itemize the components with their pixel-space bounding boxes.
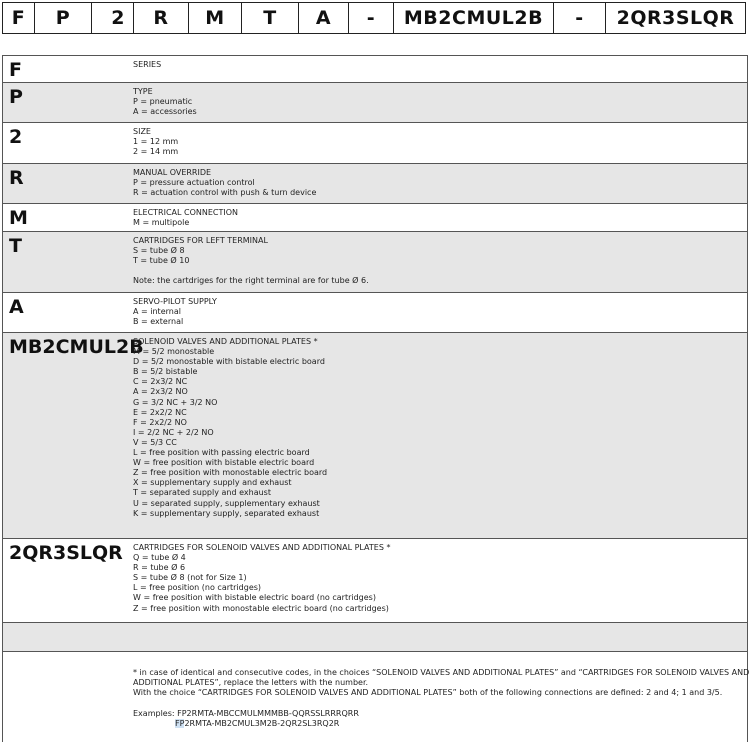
code-cell-left-terminal: T: [242, 3, 299, 33]
spec-note: Note: the cartdriges for the right terminal are for tube Ø 6.: [133, 276, 369, 286]
examples: [133, 709, 749, 729]
spec-line: V = 5/3 CC: [133, 437, 177, 447]
code-cell-series: F: [3, 3, 35, 33]
spec-description: [131, 56, 747, 82]
code-cell-cartridges: 2QR3SLQR: [616, 7, 735, 29]
spec-line: W = free position with bistable electric board (no cartridges): [133, 593, 376, 603]
footnote-line: ADDITIONAL PLATES”, replace the letters with the number.: [133, 678, 369, 688]
spec-line: 1 = 12 mm: [133, 137, 179, 147]
spec-line: D = 5/2 monostable with bistable electric board: [133, 357, 325, 367]
spec-line: M = 5/2 monostable: [133, 347, 215, 357]
spec-title: MANUAL OVERRIDE: [133, 168, 212, 177]
footnote-line: With the choice “CARTRIDGES FOR SOLENOID VALVES AND ADDITIONAL PLATES” both of the following connections are defined: 2 and 4; 1 and 3/5.: [133, 688, 723, 698]
spec-line: A = accessories: [133, 107, 197, 117]
code-cell-dash-1: -: [349, 3, 394, 33]
spec-line: L = free position (no cartridges): [133, 583, 262, 593]
code-cell-electrical-connection: M: [189, 3, 242, 33]
spec-line: S = tube Ø 8 (not for Size 1): [133, 573, 247, 583]
spec-description: [131, 293, 747, 332]
notes-row: [3, 652, 750, 742]
spec-row-left-terminal: [3, 232, 747, 293]
spec-title: SOLENOID VALVES AND ADDITIONAL PLATES *: [133, 337, 318, 346]
spec-code: 2: [9, 126, 23, 148]
spec-line: E = 2x2/2 NC: [133, 407, 187, 417]
spec-code: P: [9, 86, 23, 108]
spec-line: W = free position with bistable electric board: [133, 458, 315, 468]
ordering-code-strip: [2, 2, 746, 34]
spec-title: ELECTRICAL CONNECTION: [133, 208, 239, 217]
spec-code-empty: [3, 652, 131, 742]
spec-description: [131, 204, 747, 231]
spec-line: Z = free position with monostable electric board: [133, 468, 328, 478]
spec-row-empty: [3, 623, 747, 652]
spec-line: Q = tube Ø 4: [133, 553, 186, 563]
spec-row-manual-override: [3, 164, 747, 204]
spec-code: T: [9, 235, 22, 257]
spec-title: TYPE: [133, 87, 153, 96]
spec-line: X = supplementary supply and exhaust: [133, 478, 292, 488]
example-rest: 2RMTA-MB2CMUL3M2B-2QR2SL3RQ2R: [184, 718, 340, 728]
spec-line: R = tube Ø 6: [133, 563, 186, 573]
spec-row-solenoid-valves: [3, 333, 747, 539]
specification-table: [2, 55, 748, 742]
spec-line: L = free position with passing electric board: [133, 448, 310, 458]
footnote-line: * in case of identical and consecutive codes, in the choices “SOLENOID VALVES AND ADDITIONAL PLATES” and “CARTRIDGES FOR SOLENOID VALVES AND: [133, 668, 750, 677]
spec-code: R: [9, 167, 24, 189]
spec-line: M = multipole: [133, 218, 190, 228]
spec-title: SERIES: [133, 60, 162, 69]
spec-line: T = tube Ø 10: [133, 256, 190, 266]
code-cell-size: 2: [92, 3, 134, 33]
code-cell-manual-override: R: [134, 3, 189, 33]
spec-line: S = tube Ø 8: [133, 246, 185, 256]
spec-line: P = pressure actuation control: [133, 178, 255, 188]
spec-row-servo-pilot: [3, 293, 747, 333]
example-highlight: FP: [175, 718, 185, 728]
example-line: Examples: FP2RMTA-MBCCMULMMMBB-QQRSSLRRRQRR: [133, 708, 359, 718]
spacer: [133, 266, 747, 276]
spec-line: T = separated supply and exhaust: [133, 488, 271, 498]
spec-row-cartridges: [3, 539, 747, 623]
spec-line: B = 5/2 bistable: [133, 367, 198, 377]
spec-description: [131, 539, 747, 622]
spec-row-series: [3, 56, 747, 83]
example-line: [133, 719, 749, 729]
spec-description: [131, 164, 747, 203]
spec-line: F = 2x2/2 NO: [133, 417, 187, 427]
spec-line: G = 3/2 NC + 3/2 NO: [133, 397, 218, 407]
code-cell-solenoid-valves: MB2CMUL2B: [394, 3, 554, 33]
spec-row-size: [3, 123, 747, 164]
code-cell-type: P: [35, 3, 92, 33]
spec-line: A = internal: [133, 307, 181, 317]
code-cell-servo-pilot: A: [299, 3, 349, 33]
spec-code: A: [9, 296, 24, 318]
spec-line: B = external: [133, 317, 184, 327]
spec-line: R = actuation control with push & turn device: [133, 188, 317, 198]
spec-code: F: [9, 59, 22, 81]
code-cell-dash-2: -: [554, 3, 606, 33]
spec-line: C = 2x3/2 NC: [133, 377, 188, 387]
spec-description: [131, 83, 747, 122]
spec-line: 2 = 14 mm: [133, 147, 179, 157]
footnotes: [131, 652, 750, 742]
spec-title: CARTRIDGES FOR LEFT TERMINAL: [133, 236, 268, 245]
spec-title: SERVO-PILOT SUPPLY: [133, 297, 217, 306]
spec-row-electrical-connection: [3, 204, 747, 232]
spec-line: I = 2/2 NC + 2/2 NO: [133, 427, 214, 437]
spec-row-type: [3, 83, 747, 123]
spec-line: Z = free position with monostable electric board (no cartridges): [133, 603, 389, 613]
spec-code: MB2CMUL2B: [9, 336, 144, 358]
spec-line: U = separated supply, supplementary exhaust: [133, 498, 320, 508]
spec-title: CARTRIDGES FOR SOLENOID VALVES AND ADDITIONAL PLATES *: [133, 543, 391, 552]
spec-line: P = pneumatic: [133, 97, 193, 107]
spec-line: K = supplementary supply, separated exhaust: [133, 508, 320, 518]
spec-code: M: [9, 207, 28, 229]
spec-code: 2QR3SLQR: [9, 542, 123, 564]
spec-description: [131, 123, 747, 163]
spec-line: A = 2x3/2 NO: [133, 387, 188, 397]
spec-description: [131, 232, 747, 292]
spec-title: SIZE: [133, 127, 151, 136]
spec-description: [131, 333, 747, 538]
